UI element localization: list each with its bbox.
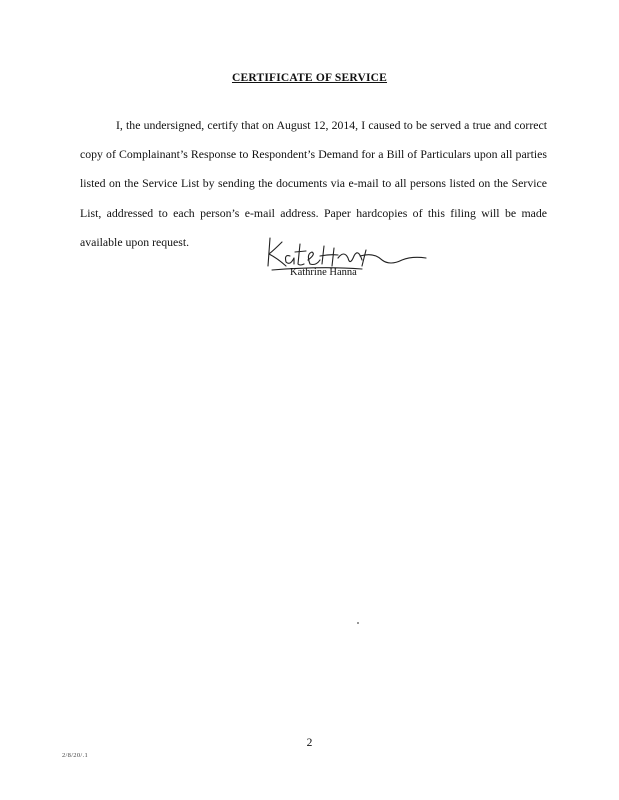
page-number: 2 [306,737,313,749]
scan-artifact-dot [357,622,359,624]
page-title: CERTIFICATE OF SERVICE [231,72,388,84]
certification-paragraph: I, the undersigned, certify that on August 12, 2014, I caused to be served a true and correct copy of Complainant’s Response to Respondent’s Demand for a Bill of Particulars upon all parties listed on the Service List by sending the documents via e-mail to all persons listed on the Service List, addressed to each person’s e-mail address. Paper hardcopies of this filing will be made available upon request. [80,118,547,249]
signature-block [262,236,442,284]
signer-name: Kathrine Hanna [290,267,357,278]
document-id: 2/8/20/.1 [62,752,88,759]
